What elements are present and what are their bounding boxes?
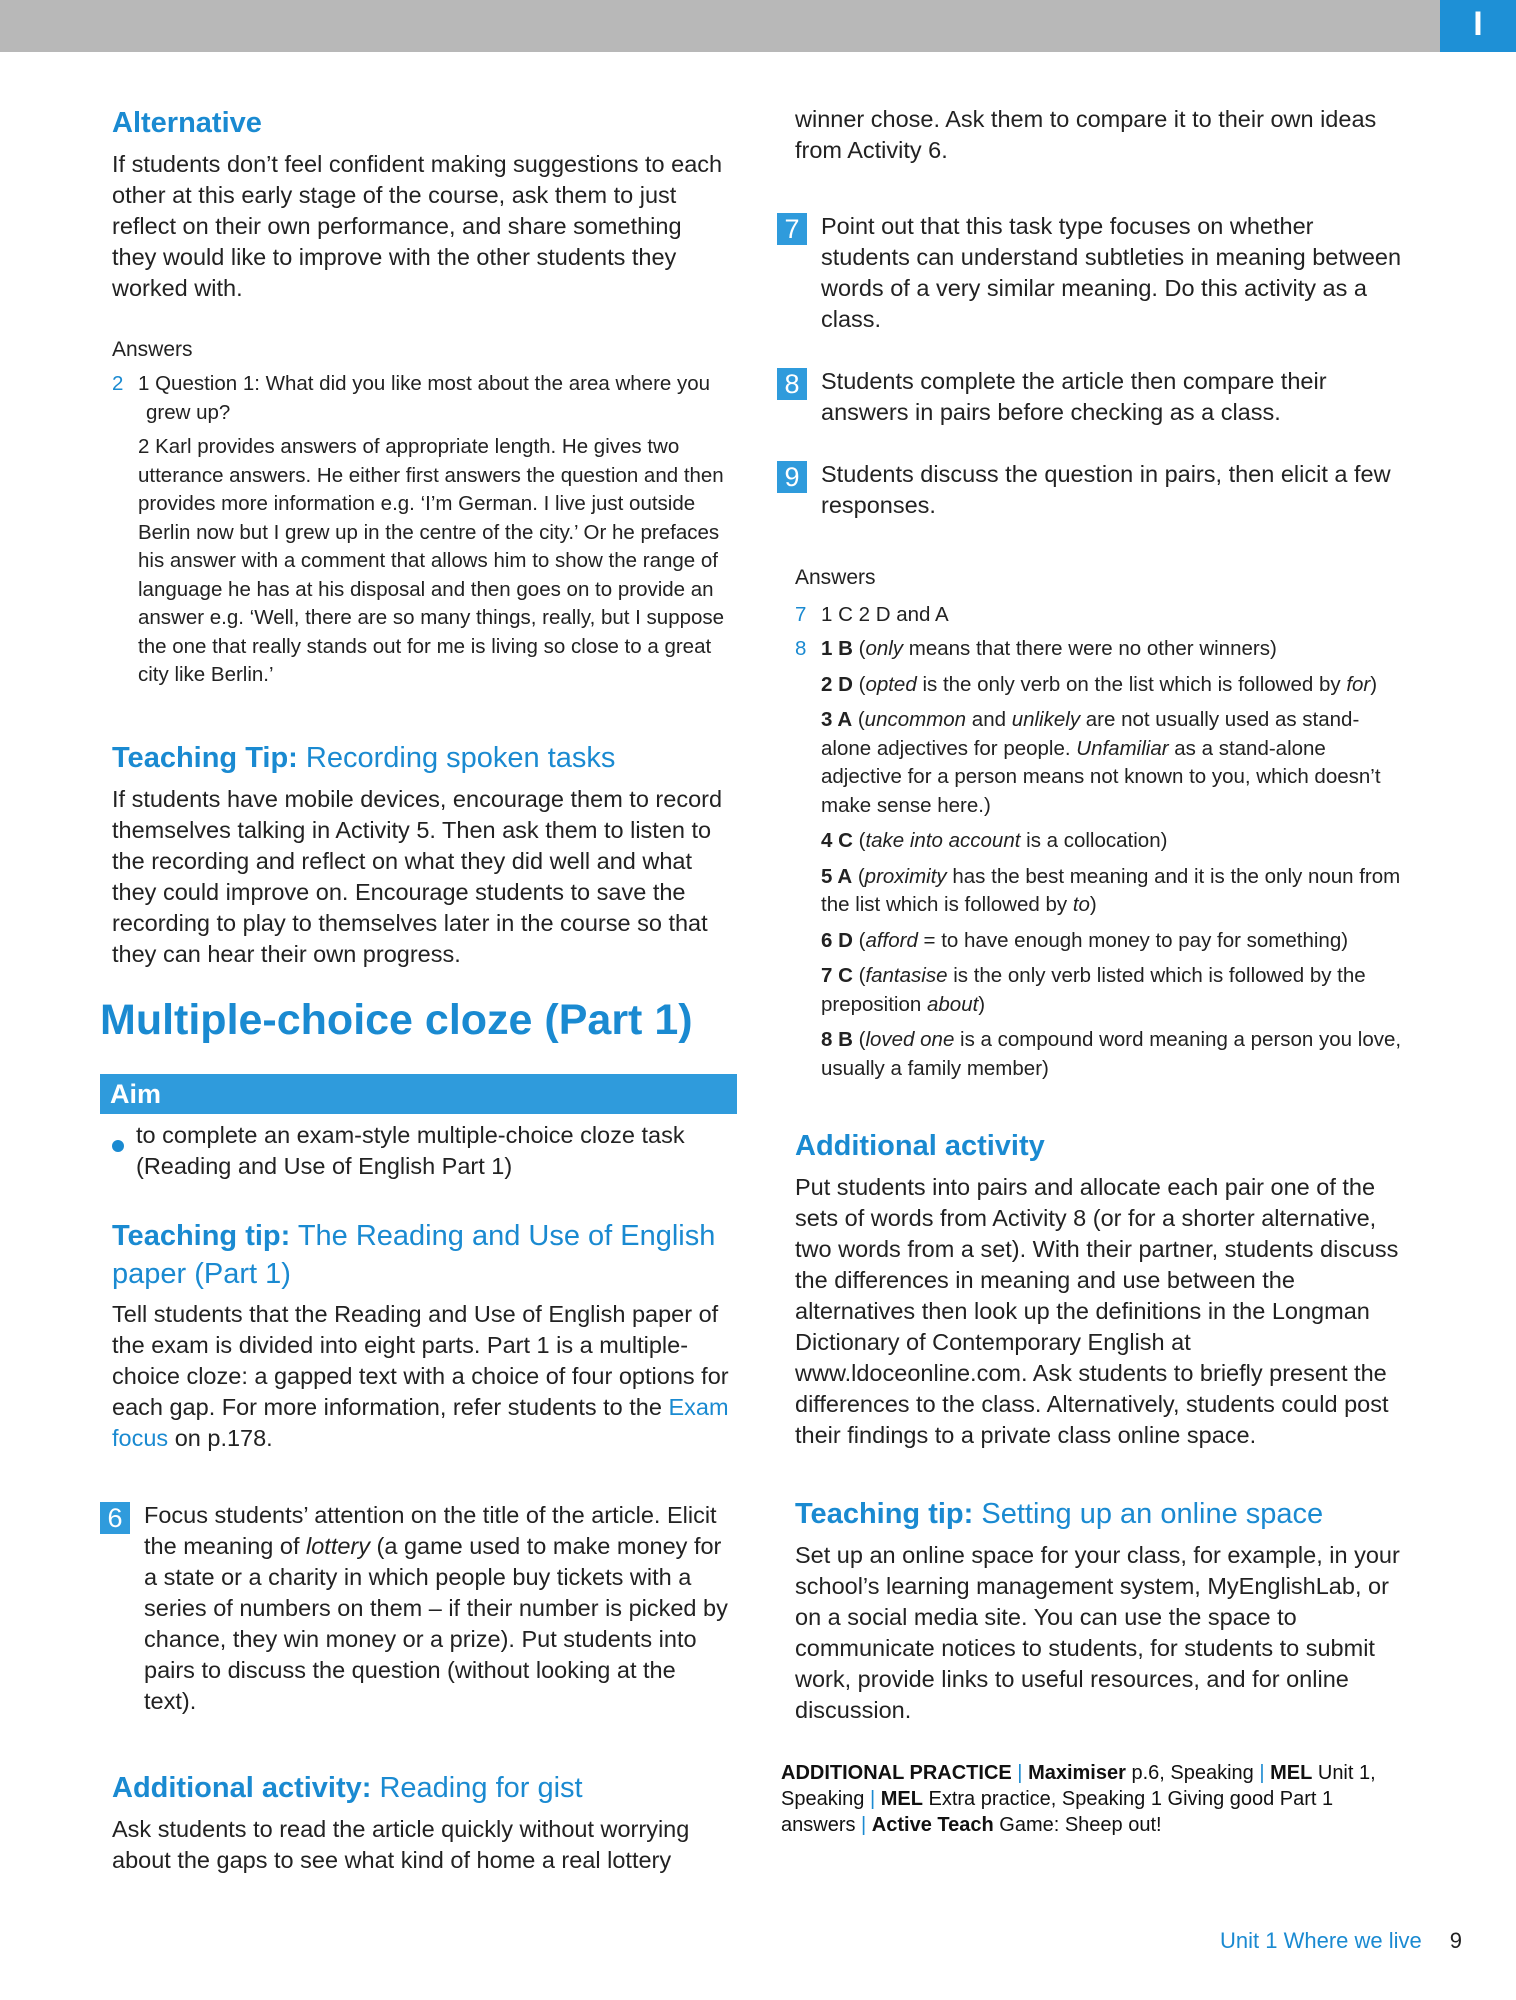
footer-unit-title: Where we live: [1277, 1928, 1422, 1953]
exam-focus-link[interactable]: Exam focus: [112, 1394, 729, 1452]
step-8-text: Students complete the article then compare their answers in pairs before checking as a class.: [821, 368, 1327, 425]
separator: |: [1011, 1762, 1029, 1784]
answer-italic: for: [1346, 672, 1371, 696]
answer-text: is a compound word meaning a person you love, usually a family member): [821, 1028, 1402, 1080]
answer-2-item1: 1 Question 1: What did you like most about the area where you grew up?: [138, 372, 711, 424]
answer-text: are not usually used as stand-alone adjectives for people.: [821, 708, 1360, 760]
answer-key: 7 C: [821, 964, 853, 987]
tip-title: Setting up an online space: [973, 1498, 1324, 1530]
teaching-tip-recording: [112, 740, 732, 970]
step-7: [777, 211, 1407, 335]
step-number-badge: 9: [777, 461, 807, 493]
answer-key: 3 A: [821, 708, 853, 731]
tip-label: Teaching tip:: [795, 1498, 974, 1530]
answer-8-item: 4 C (take into account is a collocation): [821, 829, 1168, 852]
alternative-body: If students don’t feel confident making suggestions to each other at this early stage of the course, ask them to just reflect on their own performance, and share something they would like to improve with the other students they worked with.: [112, 150, 723, 301]
step-row: [777, 459, 1407, 521]
step-6-text-a: Focus students’ attention on the title of the article. Elicit the meaning of: [144, 1502, 717, 1559]
answer-italic: about: [926, 992, 979, 1016]
answer-8-item: 2 D (opted is the only verb on the list which is followed by for): [821, 672, 1378, 696]
tip-reading-body: [112, 1299, 732, 1454]
tip-reading-heading: [112, 1218, 732, 1293]
tip-reading-text: Tell students that the Reading and Use of English paper of the exam is divided into eight parts. Part 1 is a multiple-choice cloze: a gapped text with a choice of four options for each gap. For more information, refer students to the: [112, 1301, 729, 1421]
step-9: [777, 459, 1407, 521]
practice-text: Unit 1, Speaking: [781, 1762, 1376, 1810]
gist-title: Reading for gist: [371, 1772, 583, 1804]
practice-text: Extra practice, Speaking 1 Giving good Part 1 answers: [781, 1788, 1334, 1836]
additional-activity-gist: [112, 1770, 732, 1876]
answer-key: 6 D: [821, 928, 853, 952]
gist-heading: [112, 1770, 732, 1808]
answer-italic: Unfamiliar: [1076, 736, 1169, 760]
step-6-text-b: (a game used to make money for a state or a charity in which people buy tickets with a series of numbers on them – if their number is picked by chance, they win money or a prize). Put students into pairs to discuss the question (without looking at the text).: [144, 1533, 728, 1714]
step-row: [100, 1500, 732, 1717]
answer-8-item: 3 A (uncommon and unlikely are not usually used as stand-alone adjectives for people. Unfamiliar as a stand-alone adjective for a person means not known to you, which doesn’t make sense here.): [821, 708, 1381, 817]
answer-italic: proximity: [864, 864, 947, 888]
step-number-badge: 6: [100, 1502, 130, 1534]
answer-text: has the best meaning and it is the only noun from the list which is followed by: [821, 864, 1401, 916]
section-title: Multiple-choice cloze (Part 1): [100, 996, 693, 1044]
answer-text: as a stand-alone adjective for a person means not known to you, which doesn’t make sense here.): [821, 736, 1381, 817]
step-8: [777, 366, 1407, 428]
separator: |: [1253, 1762, 1271, 1784]
footer-unit-label: Unit 1: [1219, 1928, 1278, 1953]
answer-8-item: 1 B (only means that there were no other winners): [821, 637, 1277, 660]
answer-text: is the only verb listed which is followed by the preposition: [821, 964, 1366, 1016]
separator: |: [855, 1814, 872, 1836]
practice-text: Game: Sheep out!: [993, 1814, 1162, 1836]
gist-body: Ask students to read the article quickly without worrying about the gaps to see what kind of home a real lottery: [112, 1815, 690, 1873]
answer-italic: afford: [865, 928, 918, 952]
tip-title: The Reading and Use of English paper (Part 1): [112, 1220, 716, 1290]
answer-8-item: 7 C (fantasise is the only verb listed which is followed by the preposition about): [821, 964, 1366, 1016]
answers-box-left: [112, 338, 732, 690]
answer-number: 8: [795, 637, 807, 660]
answer-key: 5 A: [821, 864, 853, 888]
answer-key: 1 B: [821, 637, 853, 660]
answer-text: ): [1089, 893, 1097, 916]
practice-text: p.6, Speaking: [1125, 1762, 1254, 1784]
step-6-italic: lottery: [306, 1533, 370, 1559]
step-6: [100, 1500, 732, 1717]
bullet-dot: [112, 1120, 136, 1182]
answer-8-list: [821, 635, 1407, 1083]
step-row: [777, 366, 1407, 428]
page-footer: [1220, 1928, 1462, 1954]
alternative-heading: Alternative: [112, 107, 262, 139]
tip-recording-heading: [112, 740, 732, 778]
practice-bold: MEL: [880, 1788, 923, 1810]
answers-box-right: [795, 564, 1407, 1083]
answer-italic: only: [865, 637, 904, 660]
answer-italic: opted: [865, 672, 917, 696]
additional-body: Put students into pairs and allocate each pair one of the sets of words from Activity 8 (or for a shorter alternative, two words from a set). With their partner, students discuss the differences in meaning and use between the alternatives then look up the definitions in the Longman Dictionary of Contemporary English at www.ldoceonline.com. Ask students to briefly present the differences to the class. Alternatively, students could post their findings to a private class online space.: [795, 1173, 1399, 1448]
answer-7-text: 1 C 2 D and A: [821, 602, 949, 626]
answer-key: 2 D: [821, 672, 853, 696]
answer-italic: take into account: [865, 829, 1021, 852]
alternative-section: [112, 105, 732, 304]
continuation-text: winner chose. Ask them to compare it to their own ideas from Activity 6.: [795, 106, 1377, 163]
practice-bold: Maximiser: [1028, 1762, 1126, 1784]
answer-2: [112, 370, 732, 690]
tip-recording-body: If students have mobile devices, encourage them to record themselves talking in Activity 5. Then ask them to listen to the recording and reflect on what they did well and what they could improve on. Encourage students to save the recording to play to themselves later in the course so that they can hear their own progress.: [112, 785, 723, 967]
aim-bullet-item: [100, 1120, 737, 1182]
answer-number: 2: [112, 372, 124, 395]
answer-8-item: 5 A (proximity has the best meaning and it is the only noun from the list which is followed by to): [821, 864, 1401, 916]
answer-italic: uncommon: [864, 708, 967, 731]
answer-italic: to: [1072, 893, 1090, 916]
answer-key: 8 B: [821, 1028, 853, 1051]
answers-heading: Answers: [112, 338, 193, 361]
answer-text: and: [966, 708, 1012, 731]
answer-8-item: 8 B (loved one is a compound word meaning a person you love, usually a family member): [821, 1028, 1402, 1080]
answer-8: [795, 635, 1407, 1083]
answer-7: [795, 601, 1407, 630]
additional-heading: Additional activity: [795, 1130, 1045, 1162]
tip-reading-text-end: on p.178.: [168, 1425, 273, 1452]
bullet-icon: [112, 1140, 124, 1152]
top-banner: [0, 0, 1440, 52]
aim-section: [100, 1074, 737, 1182]
practice-label: ADDITIONAL PRACTICE: [781, 1762, 1012, 1784]
tip-title: Recording spoken tasks: [297, 742, 616, 774]
answers-heading: Answers: [795, 566, 876, 589]
answer-text: is a collocation): [1020, 829, 1168, 852]
page-number: 9: [1449, 1928, 1462, 1953]
step-row: [777, 211, 1407, 335]
tip-online-body: Set up an online space for your class, for example, in your school’s learning management system, MyEnglishLab, or on a social media site. You can use the space to communicate notices to students, for students to submit work, provide links to useful resources, and for online discussion.: [795, 1541, 1400, 1723]
practice-bold: MEL: [1270, 1762, 1313, 1784]
answer-2-item2: 2 Karl provides answers of appropriate length. He gives two utterance answers. He either first answers the question and then provides more information e.g. ‘I’m German. I live just outside Berlin now but I grew up in the centre of the city.’ Or he prefaces his answer with a comment that allows him to show the range of language he has at his disposal and then goes on to provide an answer e.g. ‘Well, there are so many things, really, but I suppose the one that really stands out for me is living so close to a great city like Berlin.’: [138, 435, 725, 686]
answer-text: means that there were no other winners): [903, 637, 1277, 660]
answer-text: ): [1370, 672, 1378, 696]
tip-label: Teaching Tip:: [112, 742, 298, 774]
teaching-tip-reading: [112, 1218, 732, 1454]
answer-text: = to have enough money to pay for something): [917, 928, 1349, 952]
answer-8-item: 6 D (afford = to have enough money to pay for something): [821, 928, 1349, 952]
step-number-badge: 7: [777, 213, 807, 245]
step-6-text: [144, 1500, 732, 1717]
additional-activity: [795, 1128, 1407, 1451]
teaching-tip-online: [795, 1496, 1407, 1726]
separator: |: [864, 1788, 881, 1810]
aim-bullet-text: to complete an exam-style multiple-choice cloze task (Reading and Use of English Part 1): [136, 1122, 685, 1179]
continuation-text-block: [795, 104, 1407, 166]
footer-unit: [1220, 1928, 1422, 1953]
answer-italic: unlikely: [1011, 708, 1081, 731]
answer-text: is the only verb on the list which is followed by: [916, 672, 1347, 696]
gist-label: Additional activity:: [112, 1772, 372, 1804]
aim-bar: Aim: [100, 1074, 737, 1114]
answer-text: ): [978, 992, 986, 1016]
unit-tab: I: [1440, 0, 1516, 52]
tip-label: Teaching tip:: [112, 1220, 291, 1252]
step-9-text: Students discuss the question in pairs, then elicit a few responses.: [821, 461, 1391, 518]
section-title-block: [100, 996, 732, 1045]
answer-italic: fantasise: [865, 964, 948, 987]
additional-practice: [781, 1760, 1397, 1838]
answer-number: 7: [795, 602, 807, 626]
answer-italic: loved one: [865, 1028, 955, 1051]
step-number-badge: 8: [777, 368, 807, 400]
answer-key: 4 C: [821, 829, 853, 852]
practice-bold: Active Teach: [871, 1814, 994, 1836]
step-7-text: Point out that this task type focuses on whether students can understand subtleties in meaning between words of a very similar meaning. Do this activity as a class.: [821, 213, 1402, 332]
tip-online-heading: [795, 1496, 1407, 1534]
